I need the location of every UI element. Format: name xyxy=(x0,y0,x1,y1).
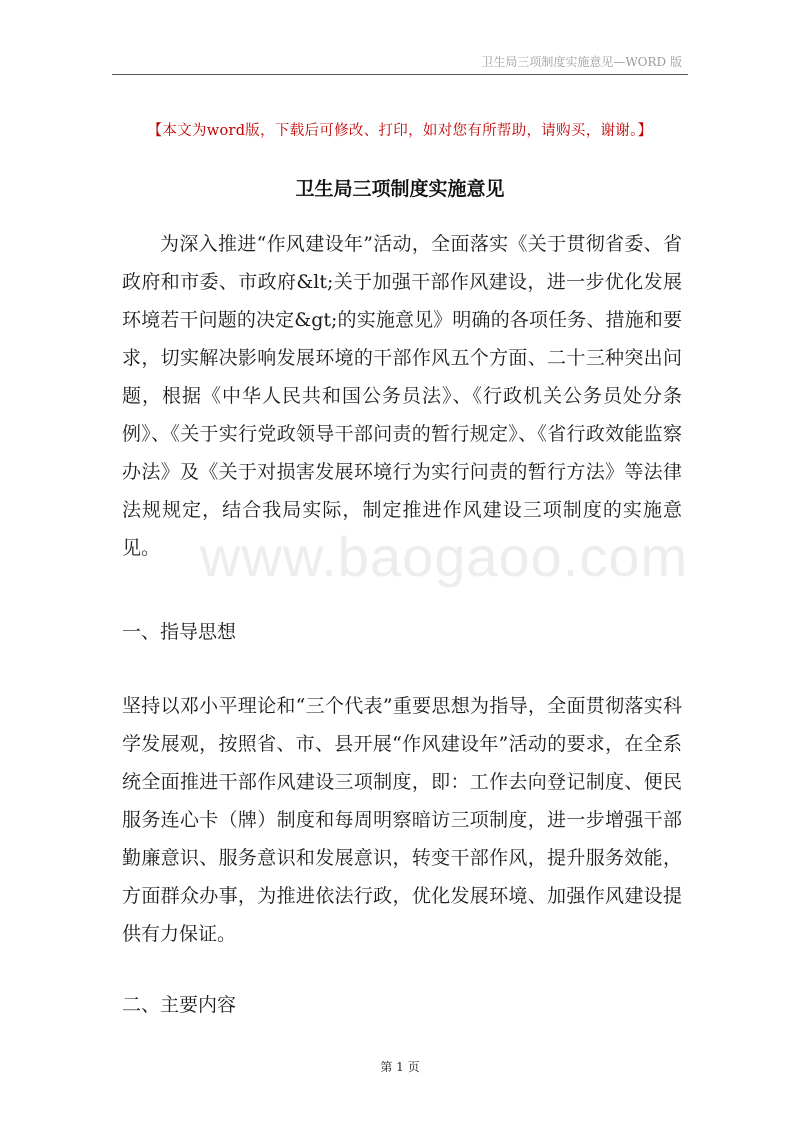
guiding-thought-paragraph: 坚持以邓小平理论和“三个代表”重要思想为指导，全面贯彻落实科学发展观，按照省、市、县开展“作风建设年”活动的要求，在全系统全面推进干部作风建设三项制度，即：工作去向登记制度、便民服务连心卡（牌）制度和每周明察暗访三项制度，进一步增强干部勤廉意识、服务意识和发展意识，转变干部作风，提升服务效能，方面群众办事，为推进依法行政，优化发展环境、加强作风建设提供有力保证。 xyxy=(122,695,682,945)
purchase-notice: 【本文为word版，下载后可修改、打印，如对您有所帮助，请购买，谢谢。】 xyxy=(147,123,653,139)
section-heading-guiding-thought: 一、指导思想 xyxy=(122,621,237,643)
page-number: 第 1 页 xyxy=(380,1060,420,1074)
document-header: 卫生局三项制度实施意见—WORD 版 xyxy=(481,55,682,69)
intro-paragraph: 为深入推进“作风建设年”活动，全面落实《关于贯彻省委、省政府和市委、市政府&lt;关于加强干部作风建设，进一步优化发展环境若干问题的决定&gt;的实施意见》明确的各项任务、措施和要求，切实解决影响发展环境的干部作风五个方面、二十三种突出问题，根据《中华人民共和国公务员法》、《行政机关公务员处分条例》、《关于实行党政领导干部问责的暂行规定》、《省行政效能监察办法》及《关于对损害发展环境行为实行问责的暂行方法》等法律法规规定，结合我局实际，制定推进作风建设三项制度的实施意见。 xyxy=(122,233,682,559)
watermark: www.baogaoo.com xyxy=(200,525,689,588)
document-title: 卫生局三项制度实施意见 xyxy=(295,178,505,200)
section-heading-main-content: 二、主要内容 xyxy=(122,994,237,1016)
header-divider xyxy=(112,74,688,75)
